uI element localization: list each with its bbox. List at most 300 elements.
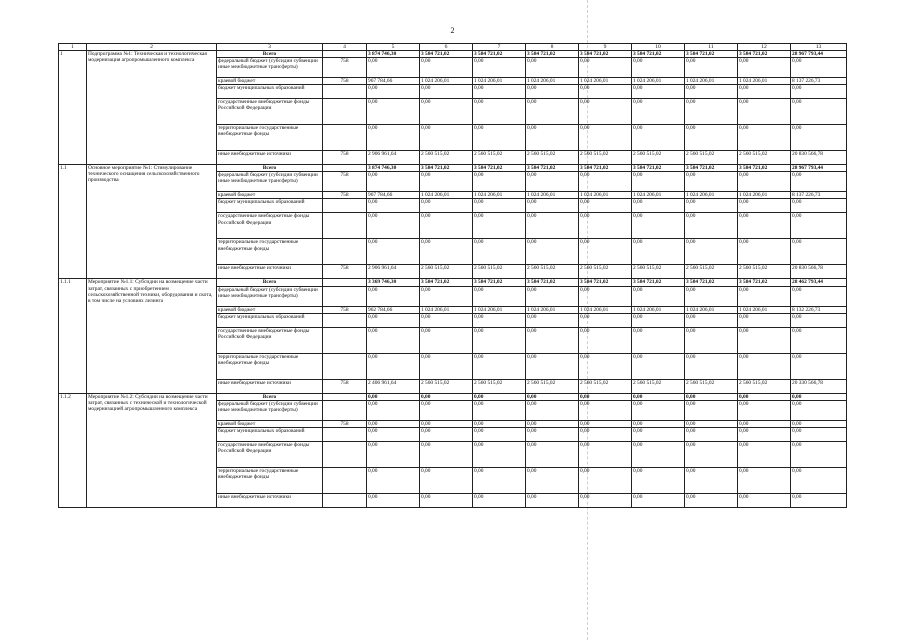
funding-source: государственные внебюджетные фонды Российской Федерации [217, 327, 323, 353]
amount-cell: 0,00 [738, 441, 791, 467]
amount-cell: 0,00 [791, 400, 847, 420]
funding-source: федеральный бюджет (субсидии субвенции иные межбюджетные трансферты) [217, 286, 323, 306]
amount-cell: 0,00 [791, 393, 847, 400]
budget-code [323, 165, 367, 172]
amount-cell: 0,00 [632, 239, 685, 265]
table-row [59, 279, 847, 286]
amount-cell: 0,00 [526, 85, 579, 99]
amount-cell: 0,00 [738, 493, 791, 507]
amount-cell: 0,00 [738, 427, 791, 441]
funding-source: федеральный бюджет (субсидии субвенции иные межбюджетные трансферты) [217, 58, 323, 78]
amount-cell: 0,00 [367, 239, 420, 265]
amount-cell: 0,00 [526, 420, 579, 427]
amount-cell: 0,00 [526, 393, 579, 400]
funding-source: бюджет муниципальных образований [217, 313, 323, 327]
item-number: 1 [59, 51, 87, 165]
amount-cell: 0,00 [632, 286, 685, 306]
amount-cell: 2 560 515,02 [579, 265, 632, 279]
table-row [59, 393, 847, 400]
amount-cell: 3 584 721,02 [738, 165, 791, 172]
header-cell: 7 [473, 44, 526, 51]
amount-cell: 2 560 515,02 [420, 151, 473, 165]
amount-cell: 0,00 [632, 467, 685, 493]
amount-cell: 1 024 206,01 [632, 78, 685, 85]
amount-cell: 0,00 [367, 125, 420, 151]
amount-cell: 3 369 746,30 [367, 279, 420, 286]
amount-cell: 0,00 [473, 393, 526, 400]
amount-cell: 0,00 [632, 353, 685, 379]
amount-cell: 0,00 [579, 313, 632, 327]
amount-cell: 0,00 [685, 213, 738, 239]
amount-cell: 28 967 793,44 [791, 51, 847, 58]
amount-cell: 0,00 [738, 393, 791, 400]
amount-cell: 0,00 [473, 99, 526, 125]
funding-source: федеральный бюджет (субсидии субвенции иные межбюджетные трансферты) [217, 400, 323, 420]
amount-cell: 0,00 [791, 85, 847, 99]
amount-cell: 0,00 [420, 313, 473, 327]
amount-cell: 0,00 [738, 213, 791, 239]
amount-cell: 1 024 206,01 [738, 306, 791, 313]
header-cell: 5 [367, 44, 420, 51]
amount-cell: 3 584 721,02 [632, 51, 685, 58]
amount-cell: 0,00 [526, 213, 579, 239]
amount-cell: 1 024 206,01 [526, 78, 579, 85]
amount-cell: 2 906 961,64 [367, 151, 420, 165]
amount-cell: 0,00 [685, 125, 738, 151]
funding-source: краевой бюджет [217, 192, 323, 199]
amount-cell: 0,00 [685, 239, 738, 265]
budget-code [323, 441, 367, 467]
budget-code [323, 467, 367, 493]
amount-cell: 2 560 515,02 [473, 151, 526, 165]
budget-code: 758 [323, 172, 367, 192]
header-cell: 12 [738, 44, 791, 51]
amount-cell: 0,00 [738, 58, 791, 78]
amount-cell: 0,00 [526, 286, 579, 306]
amount-cell: 0,00 [632, 172, 685, 192]
amount-cell: 0,00 [791, 420, 847, 427]
amount-cell: 1 024 206,01 [473, 306, 526, 313]
amount-cell: 3 584 721,02 [473, 51, 526, 58]
amount-cell: 0,00 [473, 239, 526, 265]
amount-cell: 0,00 [579, 427, 632, 441]
amount-cell: 0,00 [473, 400, 526, 420]
amount-cell: 0,00 [685, 172, 738, 192]
amount-cell: 3 874 746,30 [367, 165, 420, 172]
header-cell: 8 [526, 44, 579, 51]
amount-cell: 0,00 [738, 99, 791, 125]
amount-cell: 1 024 206,01 [526, 192, 579, 199]
amount-cell: 2 406 961,64 [367, 379, 420, 393]
amount-cell: 3 584 721,02 [632, 279, 685, 286]
amount-cell: 3 584 721,02 [685, 165, 738, 172]
amount-cell: 20 830 566,78 [791, 151, 847, 165]
amount-cell: 0,00 [579, 420, 632, 427]
amount-cell: 0,00 [526, 441, 579, 467]
amount-cell: 0,00 [526, 327, 579, 353]
amount-cell: 3 584 721,02 [420, 51, 473, 58]
amount-cell: 0,00 [738, 467, 791, 493]
budget-code [323, 99, 367, 125]
amount-cell: 0,00 [738, 420, 791, 427]
funding-source: территориальные государственные внебюджетные фонды [217, 239, 323, 265]
amount-cell: 2 560 515,02 [632, 265, 685, 279]
amount-cell: 0,00 [685, 420, 738, 427]
table-row [59, 51, 847, 58]
amount-cell: 3 584 721,02 [632, 165, 685, 172]
amount-cell: 0,00 [791, 313, 847, 327]
amount-cell: 1 024 206,01 [738, 78, 791, 85]
amount-cell: 2 560 515,02 [685, 265, 738, 279]
funding-source: иные внебюджетные источники [217, 379, 323, 393]
amount-cell: 0,00 [473, 427, 526, 441]
header-cell: 10 [632, 44, 685, 51]
funding-source: бюджет муниципальных образований [217, 199, 323, 213]
budget-code [323, 213, 367, 239]
amount-cell: 0,00 [367, 313, 420, 327]
amount-cell: 0,00 [579, 199, 632, 213]
amount-cell: 0,00 [420, 327, 473, 353]
amount-cell: 0,00 [632, 393, 685, 400]
amount-cell: 0,00 [420, 353, 473, 379]
funding-source: иные внебюджетные источники [217, 151, 323, 165]
amount-cell: 2 560 515,02 [632, 379, 685, 393]
amount-cell: 0,00 [632, 199, 685, 213]
amount-cell: 0,00 [632, 125, 685, 151]
amount-cell: 0,00 [685, 427, 738, 441]
amount-cell: 2 560 515,02 [738, 151, 791, 165]
amount-cell: 0,00 [738, 199, 791, 213]
amount-cell: 0,00 [526, 467, 579, 493]
table-body [59, 44, 847, 508]
amount-cell: 3 584 721,02 [473, 279, 526, 286]
amount-cell: 1 024 206,01 [420, 78, 473, 85]
amount-cell: 0,00 [632, 493, 685, 507]
item-name: Подпрограмма №1: Техническая и технологическая модернизация агропромышленного комплекса [87, 51, 217, 165]
funding-source: Всего [217, 393, 323, 400]
amount-cell: 0,00 [579, 286, 632, 306]
budget-code [323, 125, 367, 151]
amount-cell: 0,00 [632, 327, 685, 353]
header-cell: 3 [217, 44, 323, 51]
amount-cell: 0,00 [791, 99, 847, 125]
amount-cell: 0,00 [526, 493, 579, 507]
amount-cell: 0,00 [685, 286, 738, 306]
amount-cell: 8 137 226,73 [791, 78, 847, 85]
amount-cell: 0,00 [526, 400, 579, 420]
funding-source: иные внебюджетные источники [217, 493, 323, 507]
amount-cell: 0,00 [632, 99, 685, 125]
item-name: Мероприятие №1.1: Субсидии на возмещение части затрат, связанных с приобретением сельскохозяйственной техники, оборудования и скота, в том числе на условиях лизинга [87, 279, 217, 393]
amount-cell: 0,00 [526, 199, 579, 213]
budget-code [323, 286, 367, 306]
amount-cell: 0,00 [791, 493, 847, 507]
amount-cell: 0,00 [579, 400, 632, 420]
funding-source: бюджет муниципальных образований [217, 85, 323, 99]
amount-cell: 2 560 515,02 [738, 265, 791, 279]
amount-cell: 1 024 206,01 [579, 306, 632, 313]
amount-cell: 20 330 566,78 [791, 379, 847, 393]
amount-cell: 2 560 515,02 [579, 379, 632, 393]
amount-cell: 0,00 [473, 172, 526, 192]
amount-cell: 2 560 515,02 [473, 265, 526, 279]
amount-cell: 0,00 [738, 353, 791, 379]
amount-cell: 0,00 [579, 213, 632, 239]
header-row [59, 44, 847, 51]
budget-code: 758 [323, 58, 367, 78]
amount-cell: 0,00 [420, 125, 473, 151]
budget-code: 758 [323, 265, 367, 279]
budget-code: 758 [323, 192, 367, 199]
amount-cell: 0,00 [473, 199, 526, 213]
amount-cell: 0,00 [791, 441, 847, 467]
amount-cell: 0,00 [420, 239, 473, 265]
amount-cell: 20 830 566,78 [791, 265, 847, 279]
header-cell: 13 [791, 44, 847, 51]
amount-cell: 2 560 515,02 [738, 379, 791, 393]
amount-cell: 0,00 [579, 327, 632, 353]
amount-cell: 0,00 [473, 286, 526, 306]
amount-cell: 0,00 [367, 199, 420, 213]
amount-cell: 0,00 [685, 353, 738, 379]
amount-cell: 1 024 206,01 [632, 192, 685, 199]
amount-cell: 0,00 [685, 467, 738, 493]
amount-cell: 0,00 [632, 400, 685, 420]
amount-cell: 0,00 [685, 199, 738, 213]
amount-cell: 0,00 [579, 493, 632, 507]
amount-cell: 0,00 [791, 199, 847, 213]
amount-cell: 0,00 [738, 85, 791, 99]
funding-source: краевой бюджет [217, 420, 323, 427]
amount-cell: 1 024 206,01 [526, 306, 579, 313]
budget-code [323, 313, 367, 327]
amount-cell: 3 584 721,02 [526, 279, 579, 286]
amount-cell: 1 024 206,01 [473, 192, 526, 199]
item-name: Основное мероприятие №1: Стимулирование технического оснащения сельскохозяйственного производства [87, 165, 217, 279]
amount-cell: 0,00 [685, 58, 738, 78]
amount-cell: 3 584 721,02 [685, 51, 738, 58]
budget-code [323, 199, 367, 213]
amount-cell: 0,00 [473, 58, 526, 78]
amount-cell: 0,00 [473, 327, 526, 353]
amount-cell: 0,00 [685, 441, 738, 467]
amount-cell: 0,00 [473, 125, 526, 151]
amount-cell: 0,00 [420, 427, 473, 441]
amount-cell: 0,00 [367, 420, 420, 427]
amount-cell: 0,00 [738, 286, 791, 306]
amount-cell: 2 560 515,02 [579, 151, 632, 165]
amount-cell: 2 560 515,02 [420, 379, 473, 393]
amount-cell: 962 784,66 [367, 306, 420, 313]
budget-code [323, 353, 367, 379]
amount-cell: 3 584 721,02 [420, 165, 473, 172]
header-cell: 2 [87, 44, 217, 51]
amount-cell: 1 024 206,01 [420, 306, 473, 313]
amount-cell: 0,00 [579, 125, 632, 151]
amount-cell: 28 462 793,44 [791, 279, 847, 286]
amount-cell: 0,00 [738, 125, 791, 151]
amount-cell: 0,00 [685, 327, 738, 353]
amount-cell: 0,00 [579, 85, 632, 99]
amount-cell: 2 560 515,02 [685, 151, 738, 165]
amount-cell: 0,00 [367, 493, 420, 507]
amount-cell: 0,00 [685, 313, 738, 327]
amount-cell: 0,00 [579, 239, 632, 265]
amount-cell: 3 584 721,02 [420, 279, 473, 286]
amount-cell: 0,00 [420, 99, 473, 125]
amount-cell: 0,00 [738, 400, 791, 420]
item-number: 1.1.2 [59, 393, 87, 507]
amount-cell: 2 560 515,02 [420, 265, 473, 279]
funding-source: Всего [217, 279, 323, 286]
amount-cell: 0,00 [526, 239, 579, 265]
amount-cell: 2 560 515,02 [473, 379, 526, 393]
amount-cell: 0,00 [473, 85, 526, 99]
amount-cell: 0,00 [632, 427, 685, 441]
amount-cell: 1 024 206,01 [473, 78, 526, 85]
table-row [59, 165, 847, 172]
amount-cell: 0,00 [367, 286, 420, 306]
amount-cell: 3 584 721,02 [579, 51, 632, 58]
amount-cell: 2 560 515,02 [526, 379, 579, 393]
item-number: 1.1 [59, 165, 87, 279]
amount-cell: 1 024 206,01 [738, 192, 791, 199]
funding-source: территориальные государственные внебюджетные фонды [217, 125, 323, 151]
amount-cell: 0,00 [367, 427, 420, 441]
amount-cell: 1 024 206,01 [685, 306, 738, 313]
amount-cell: 0,00 [473, 213, 526, 239]
amount-cell: 1 024 206,01 [685, 78, 738, 85]
amount-cell: 0,00 [420, 286, 473, 306]
funding-source: государственные внебюджетные фонды Российской Федерации [217, 99, 323, 125]
amount-cell: 0,00 [473, 441, 526, 467]
amount-cell: 0,00 [473, 353, 526, 379]
amount-cell: 0,00 [420, 420, 473, 427]
amount-cell: 1 024 206,01 [632, 306, 685, 313]
amount-cell: 0,00 [526, 99, 579, 125]
amount-cell: 3 874 746,30 [367, 51, 420, 58]
amount-cell: 0,00 [791, 239, 847, 265]
amount-cell: 28 967 793,44 [791, 165, 847, 172]
amount-cell: 2 560 515,02 [685, 379, 738, 393]
amount-cell: 0,00 [420, 393, 473, 400]
amount-cell: 0,00 [579, 441, 632, 467]
amount-cell: 0,00 [791, 58, 847, 78]
amount-cell: 0,00 [685, 400, 738, 420]
amount-cell: 0,00 [579, 172, 632, 192]
amount-cell: 0,00 [367, 213, 420, 239]
funding-source: территориальные государственные внебюджетные фонды [217, 467, 323, 493]
budget-code [323, 493, 367, 507]
header-cell: 9 [579, 44, 632, 51]
amount-cell: 0,00 [420, 85, 473, 99]
amount-cell: 3 584 721,02 [579, 165, 632, 172]
funding-source: краевой бюджет [217, 78, 323, 85]
amount-cell: 8 137 226,73 [791, 192, 847, 199]
amount-cell: 0,00 [526, 172, 579, 192]
funding-source: территориальные государственные внебюджетные фонды [217, 353, 323, 379]
budget-code: 758 [323, 78, 367, 85]
amount-cell: 0,00 [738, 172, 791, 192]
budget-code [323, 239, 367, 265]
amount-cell: 0,00 [579, 467, 632, 493]
funding-source: Всего [217, 51, 323, 58]
amount-cell: 0,00 [367, 400, 420, 420]
amount-cell: 0,00 [526, 125, 579, 151]
header-cell: 6 [420, 44, 473, 51]
amount-cell: 0,00 [791, 286, 847, 306]
amount-cell: 0,00 [791, 327, 847, 353]
amount-cell: 0,00 [791, 213, 847, 239]
amount-cell: 3 584 721,02 [473, 165, 526, 172]
header-cell: 1 [59, 44, 87, 51]
budget-code: 758 [323, 379, 367, 393]
budget-code [323, 393, 367, 400]
budget-code [323, 400, 367, 420]
budget-code [323, 51, 367, 58]
amount-cell: 0,00 [632, 441, 685, 467]
amount-cell: 0,00 [685, 393, 738, 400]
funding-source: бюджет муниципальных образований [217, 427, 323, 441]
amount-cell: 0,00 [420, 213, 473, 239]
amount-cell: 2 560 515,02 [632, 151, 685, 165]
amount-cell: 1 024 206,01 [420, 192, 473, 199]
amount-cell: 0,00 [791, 427, 847, 441]
amount-cell: 967 784,66 [367, 78, 420, 85]
amount-cell: 0,00 [420, 493, 473, 507]
amount-cell: 0,00 [420, 199, 473, 213]
amount-cell: 1 024 206,01 [579, 78, 632, 85]
amount-cell: 0,00 [526, 427, 579, 441]
amount-cell: 0,00 [526, 313, 579, 327]
amount-cell: 0,00 [473, 420, 526, 427]
amount-cell: 0,00 [685, 99, 738, 125]
funding-source: краевой бюджет [217, 306, 323, 313]
amount-cell: 3 584 721,02 [738, 279, 791, 286]
amount-cell: 0,00 [367, 58, 420, 78]
funding-source: Всего [217, 165, 323, 172]
amount-cell: 0,00 [526, 353, 579, 379]
page-number: 2 [450, 26, 455, 35]
amount-cell: 2 560 515,02 [526, 151, 579, 165]
amount-cell: 0,00 [473, 493, 526, 507]
amount-cell: 1 024 206,01 [685, 192, 738, 199]
amount-cell: 0,00 [579, 99, 632, 125]
amount-cell: 3 584 721,02 [526, 165, 579, 172]
amount-cell: 0,00 [632, 85, 685, 99]
funding-source: иные внебюджетные источники [217, 265, 323, 279]
amount-cell: 0,00 [738, 313, 791, 327]
amount-cell: 0,00 [579, 353, 632, 379]
amount-cell: 0,00 [791, 125, 847, 151]
amount-cell: 1 024 206,01 [579, 192, 632, 199]
amount-cell: 0,00 [367, 441, 420, 467]
amount-cell: 0,00 [526, 58, 579, 78]
budget-code [323, 279, 367, 286]
amount-cell: 0,00 [367, 85, 420, 99]
amount-cell: 0,00 [685, 493, 738, 507]
amount-cell: 0,00 [367, 327, 420, 353]
budget-code: 758 [323, 420, 367, 427]
budget-code [323, 327, 367, 353]
amount-cell: 0,00 [632, 420, 685, 427]
amount-cell: 0,00 [473, 313, 526, 327]
amount-cell: 0,00 [420, 400, 473, 420]
amount-cell: 8 132 226,73 [791, 306, 847, 313]
amount-cell: 0,00 [738, 239, 791, 265]
funding-source: государственные внебюджетные фонды Российской Федерации [217, 213, 323, 239]
amount-cell: 967 784,66 [367, 192, 420, 199]
